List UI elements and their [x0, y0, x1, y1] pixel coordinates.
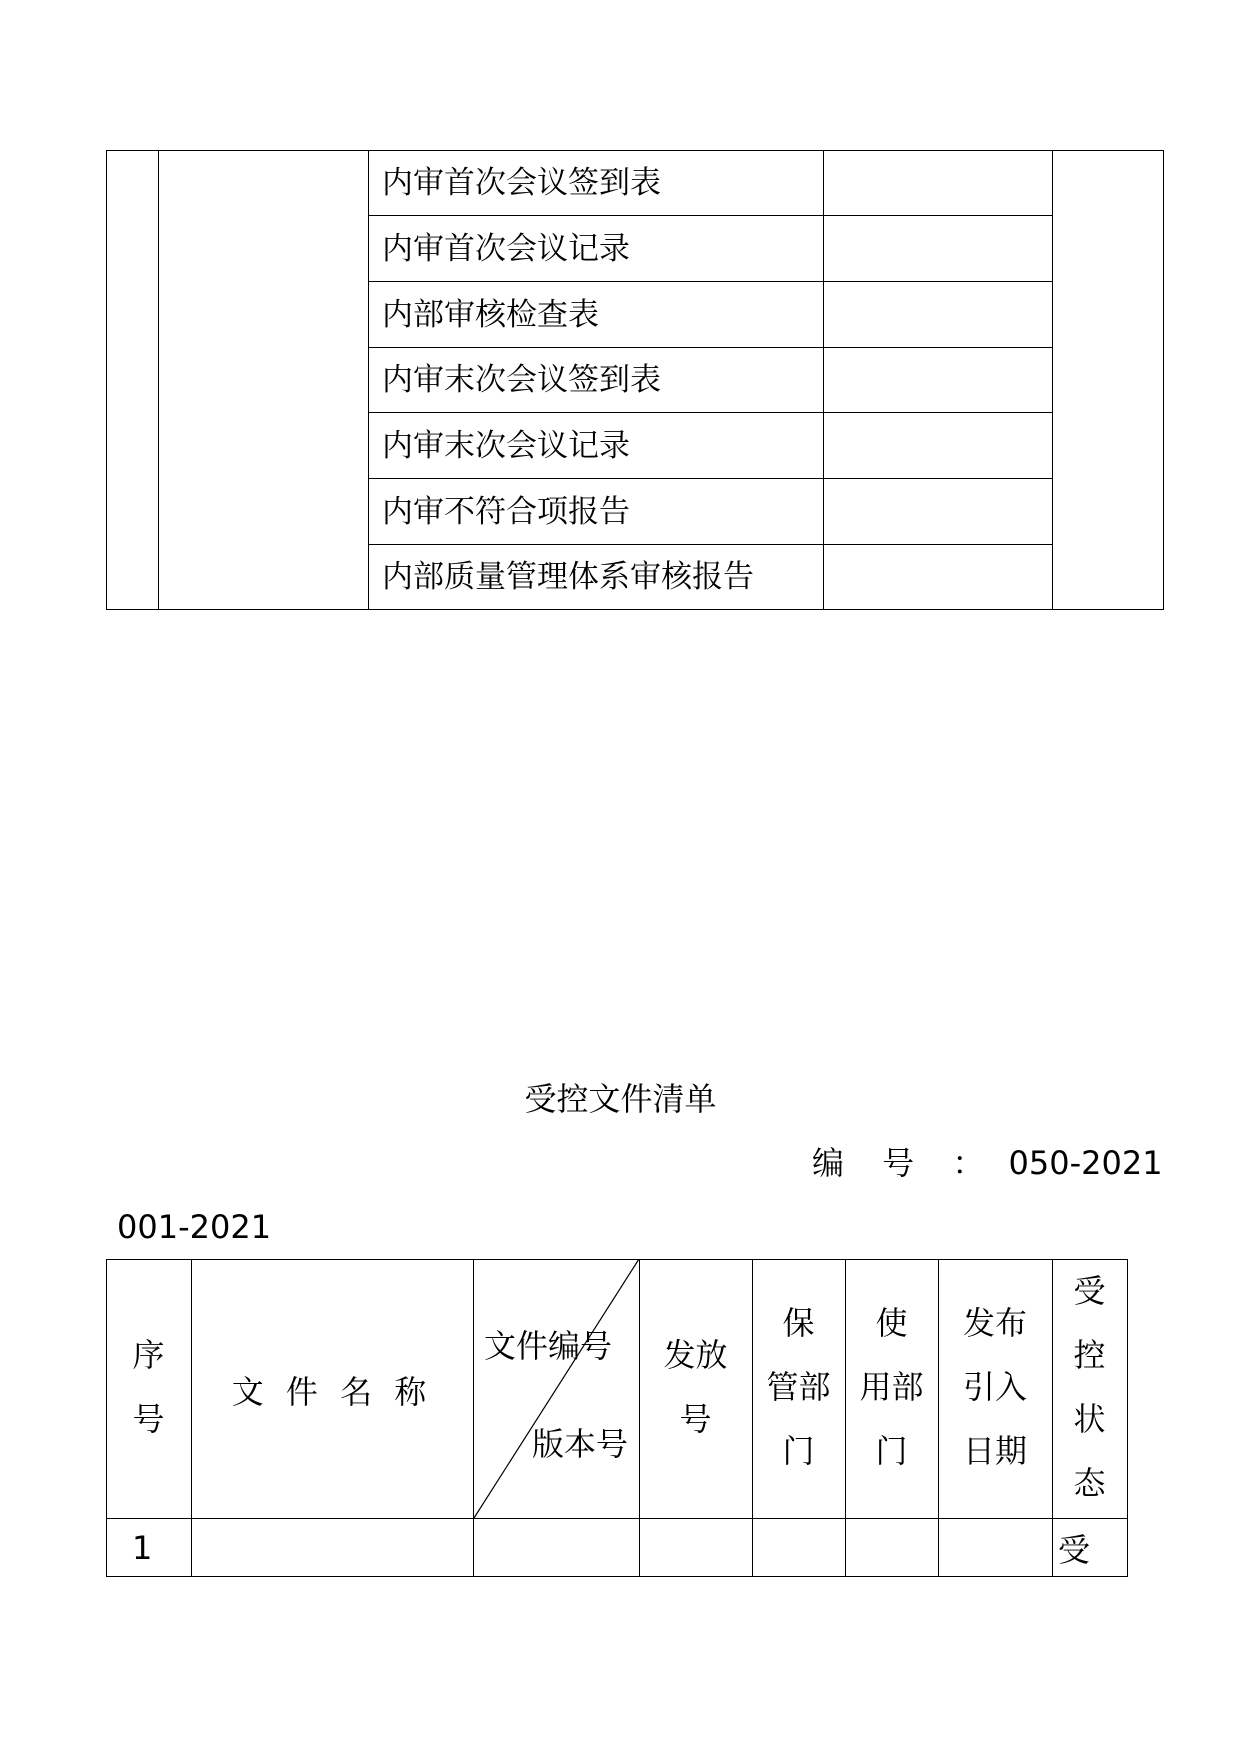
header-text: 状: [1073, 1400, 1106, 1438]
document-number-label: 编 号 ：: [812, 1144, 999, 1182]
header-text: 引入: [962, 1368, 1027, 1406]
header-release-date: [938, 1291, 1052, 1483]
record-item: 内部审核检查表: [382, 297, 599, 333]
table-column-divider: [191, 1259, 192, 1577]
header-text: 控: [1073, 1336, 1106, 1374]
record-item: 内部质量管理体系审核报告: [382, 559, 754, 595]
header-file-number: 文件编号: [484, 1327, 613, 1365]
table-border-bottom: [106, 1576, 1128, 1577]
table-border-right: [1163, 150, 1164, 610]
header-file-name: 文 件 名 称: [231, 1373, 433, 1411]
header-user-dept: [845, 1291, 938, 1483]
table-column-divider: [823, 150, 824, 610]
header-text: 日期: [962, 1432, 1027, 1470]
record-item: 内审不符合项报告: [382, 494, 630, 530]
table-column-divider: [158, 150, 159, 610]
controlled-documents-table: [106, 1259, 1128, 1577]
header-version: 版本号: [532, 1425, 629, 1463]
record-item: 内审首次会议记录: [382, 231, 630, 267]
header-text: 门: [782, 1432, 815, 1470]
row-seq: 1: [132, 1529, 153, 1567]
record-item: 内审末次会议签到表: [382, 362, 661, 398]
header-text: 号: [679, 1400, 712, 1438]
header-text: 号: [132, 1400, 165, 1438]
header-text: 受: [1073, 1272, 1106, 1310]
document-number-value: 050-2021: [1008, 1144, 1163, 1182]
diagonal-split-line: [473, 1259, 640, 1519]
header-text: 使: [875, 1304, 908, 1342]
table-border-left: [106, 150, 107, 610]
document-number: [812, 1138, 1163, 1188]
header-text: 态: [1073, 1464, 1106, 1502]
header-text: 序: [132, 1336, 165, 1374]
row-control-status: 受: [1058, 1531, 1091, 1569]
table-column-divider: [1052, 150, 1053, 610]
header-text: 发放: [663, 1336, 728, 1374]
internal-audit-records-table: [106, 150, 1164, 610]
header-keeper-dept: [752, 1291, 845, 1483]
header-seq: [106, 1323, 191, 1451]
header-text: 门: [875, 1432, 908, 1470]
document-number-continuation: 001-2021: [117, 1208, 272, 1246]
header-issue-number: [639, 1323, 752, 1451]
header-text: 用部: [859, 1368, 924, 1406]
document-title: 受控文件清单: [524, 1080, 717, 1118]
record-item: 内审末次会议记录: [382, 428, 630, 464]
header-text: 保: [782, 1304, 815, 1342]
header-text: 管部: [766, 1368, 831, 1406]
table-column-divider: [368, 150, 369, 610]
record-item: 内审首次会议签到表: [382, 165, 661, 201]
table-border-right: [1127, 1259, 1128, 1577]
header-text: 发布: [962, 1304, 1027, 1342]
header-control-status: [1052, 1259, 1127, 1515]
